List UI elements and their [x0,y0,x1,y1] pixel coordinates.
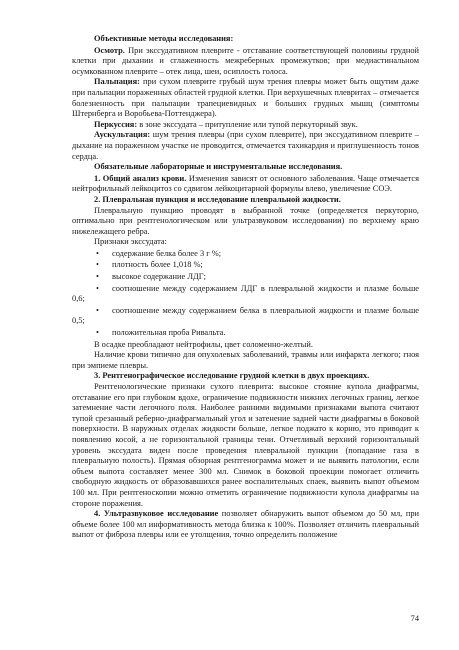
text-ultrasound: позволяет обнаружить выпот объемом до 50 мл, при объеме более 100 мл информативность метода близка к 100%. Позволяет отличить плевральный выпот от фиброза плевры или ее утолщения, точно определить положение [72,509,419,540]
text-blood-test: Изменения зависят от основного заболевания. Чаще отмечается нейтрофильный лейкоцитоз со сдвигом лейкоцитарной формулы влево, увеличение СОЭ. [72,173,419,194]
paragraph-palpation [72,77,419,119]
list-item: • соотношение между содержанием белка в плевральной жидкости и плазме больше 0,5; [72,306,419,327]
paragraph-ultrasound [72,509,419,541]
label-auscultation: Аускультация: [94,130,151,140]
list-item: • плотность более 1,018 %; [72,260,419,271]
paragraph-blood-presence: Наличие крови типично для опухолевых заболеваний, травмы или инфаркта легкого; гноя при эмпиеме плевры. [72,350,419,370]
paragraph-blood-test [72,174,419,195]
label-blood-test: 1. Общий анализ крови. [94,173,187,183]
list-item: • содержание белка более 3 г %; [72,249,419,260]
heading-exudate-signs: Признаки экссудата: [94,237,167,247]
list-item: • высокое содержание ЛДГ; [72,272,419,283]
list-item: • положительная проба Ривальта. [72,328,419,339]
text-inspection: При экссудативном плеврите - отставание соответствующей половины грудной клетки при дыхании и сглаженность межреберных промежутков; при медиастинальном осумкованном плеврите – отек лица, шеи, осиплость голоса. [72,45,419,76]
label-percussion: Перкуссия: [94,119,138,129]
text-auscultation: шум трения плевры (при сухом плеврите), при экссудативном плеврите – дыхание на пораженном участке не проводится, отмечается тахикардия и приглушенность тонов сердца. [72,130,419,161]
heading-pleural-puncture: 2. Плевральная пункция и исследование плевральной жидкости. [94,194,341,204]
text-percussion: в зоне экссудата – притупление или тупой перкуторный звук. [137,119,358,129]
label-ultrasound: 4. Ультразвуковое исследование [94,509,219,519]
paragraph-percussion [72,120,419,131]
label-palpation: Пальпация: [94,77,140,87]
heading-xray: 3. Рентгенографическое исследование грудной клетки в двух проекциях. [94,371,370,381]
paragraph-xray: Рентгенологические признаки сухого плеврита: высокое стояние купола диафрагмы, отставание его при глубоком вдохе, ограничение подвижности нижних легочных границ, легкое затемнение части легочного поля. Наиболее ранними видимыми признаками выпота считают тупой срезанный реберно-диафрагмальный угол и затенение задней части диафрагмы в боковой поверхности. В наружных отделах жидкости больше, легкое поджато к корню, это приводит к появлению косой, а не горизонтальной границы тени. Отчетливый верхний горизонтальный уровень экссудата виден после проведения плевральной пункции (попадание газа в плевральную полость). Прямая обзорная рентгенограмма может и не выявить патологии, если объем выпота составляет менее 300 мл. Снимок в боковой проекции помогает отличить свободную жидкость от образовавшихся ранее воспалительных спаек, выявить выпот объемом 100 мл. При рентгеноскопии можно отметить ограничение подвижности купола диафрагмы на стороне поражения. [72,382,419,508]
label-inspection: Осмотр. [94,45,125,55]
exudate-signs-list [72,249,419,339]
list-item: • соотношение между содержанием ЛДГ в плевральной жидкости и плазме больше 0,6; [72,284,419,305]
paragraph-auscultation [72,130,419,162]
section-title-lab-studies: Обязательные лабораторные и инструментальные исследования. [94,162,343,172]
page-number: 74 [410,614,419,623]
page-content [72,34,419,541]
paragraph-inspection [72,46,419,78]
section-title-objective-methods: Объективные методы исследования: [94,34,234,43]
text-palpation: при сухом плеврите грубый шум трения плевры может быть ощутим даже при пальпации пораженных областей грудной клетки. При верхушечных плевритах – отмечается болезненность при пальпации трапециевидных и больших грудных мышц (симптомы Штернберга и Воробьева-Поттенджера). [72,77,419,119]
paragraph-sediment: В осадке преобладают нейтрофилы, цвет соломенно-желтый. [94,339,313,349]
paragraph-pleural-puncture: Плевральную пункцию проводят в выбранной точке (определяется перкуторно, оптимально при рентгенологическом или ультразвуковом исследовании) по верхнему краю нижележащего ребра. [72,205,419,236]
